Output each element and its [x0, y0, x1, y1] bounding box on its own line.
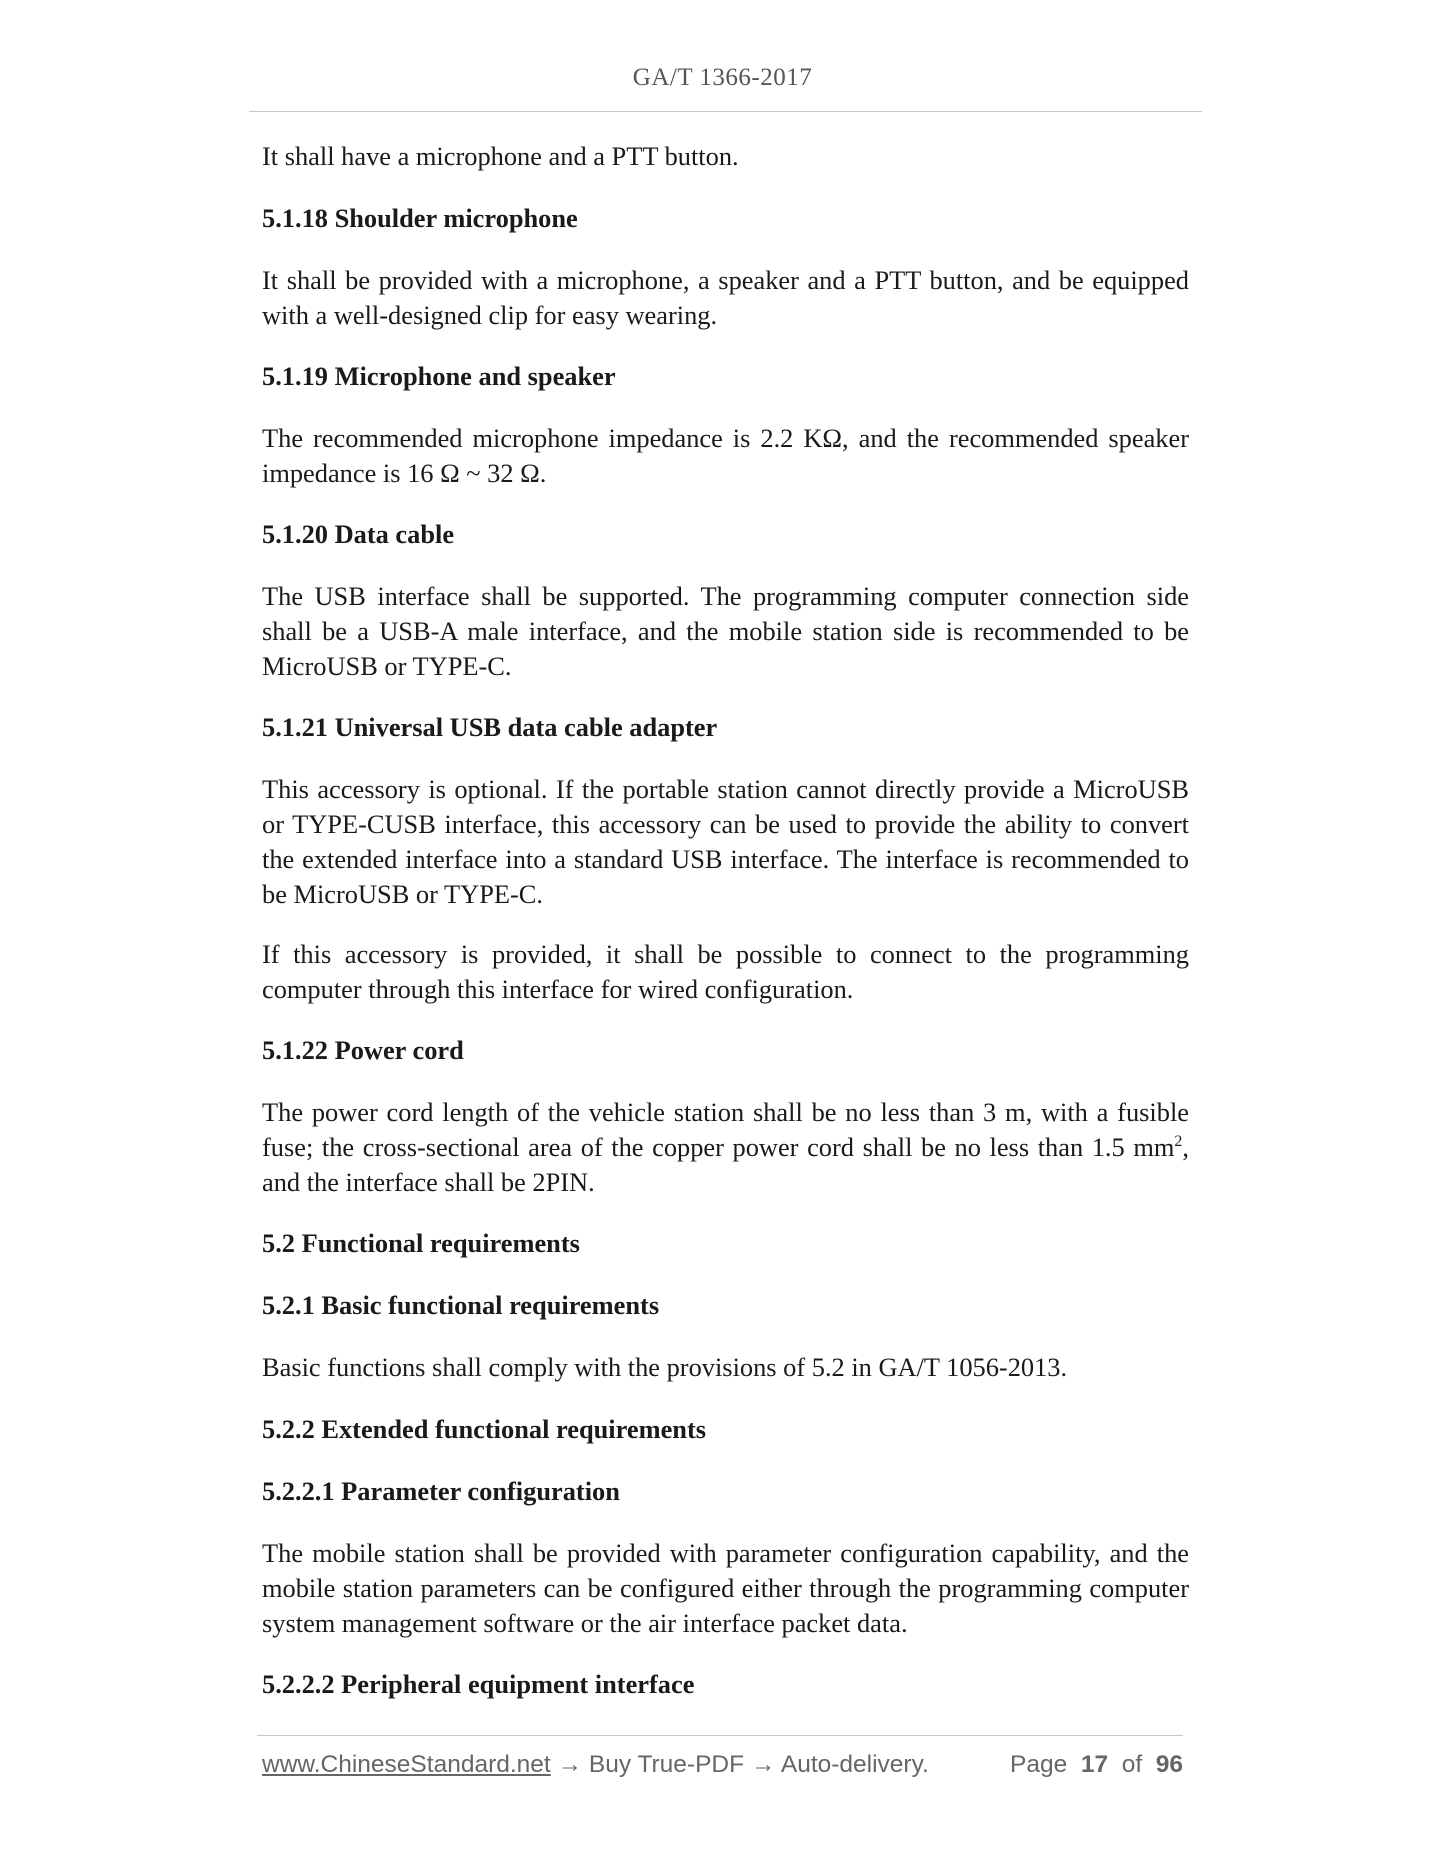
section-heading: 5.2.2 Extended functional requirements	[262, 1414, 707, 1444]
website-link[interactable]: www.ChineseStandard.net	[262, 1751, 551, 1778]
paragraph: The mobile station shall be provided with parameter configuration capability, and the mobile station parameters can be configured either through the programming computer system management software or the air interface packet data.	[262, 1538, 1189, 1638]
page-of-label: of	[1121, 1751, 1143, 1778]
section-heading: 5.2.1 Basic functional requirements	[262, 1290, 660, 1320]
page-current: 17	[1080, 1751, 1109, 1778]
arrow-icon: →	[557, 1751, 583, 1778]
section-heading: 5.2.2.2 Peripheral equipment interface	[262, 1669, 695, 1699]
paragraph: It shall have a microphone and a PTT button.	[262, 141, 739, 171]
section-heading: 5.2 Functional requirements	[262, 1228, 580, 1258]
paragraph: Basic functions shall comply with the provisions of 5.2 in GA/T 1056-2013.	[262, 1352, 1068, 1382]
arrow-icon: →	[750, 1751, 776, 1778]
section-heading: 5.1.22 Power cord	[262, 1035, 464, 1065]
section-heading: 5.1.18 Shoulder microphone	[262, 203, 578, 233]
paragraph: The power cord length of the vehicle station shall be no less than 3 m, with a fusible fuse; the cross-sectional area of the copper power cord shall be no less than 1.5 $mm^2$, and the interface shall be 2PIN.	[262, 1097, 1189, 1197]
paragraph: This accessory is optional. If the portable station cannot directly provide a MicroUSB or TYPE-CUSB interface, this accessory can be used to provide the ability to convert the extended interface into a standard USB interface. The interface is recommended to be MicroUSB or TYPE-C.	[262, 774, 1189, 909]
section-heading: 5.1.19 Microphone and speaker	[262, 361, 616, 391]
header-divider	[249, 111, 1202, 112]
paragraph: The USB interface shall be supported. The programming computer connection side shall be a USB-A male interface, and the mobile station side is recommended to be MicroUSB or TYPE-C.	[262, 581, 1189, 681]
auto-delivery-text: Auto-delivery.	[780, 1751, 929, 1778]
section-heading: 5.2.2.1 Parameter configuration	[262, 1476, 620, 1506]
footer-divider	[257, 1735, 1183, 1736]
page-label: Page	[1010, 1751, 1068, 1778]
document-code-header: GA/T 1366-2017	[632, 64, 813, 91]
paragraph: If this accessory is provided, it shall be possible to connect to the programming computer through this interface for wired configuration.	[262, 939, 1189, 1004]
footer-promo	[262, 1751, 929, 1779]
page-total: 96	[1155, 1751, 1184, 1778]
paragraph: It shall be provided with a microphone, a speaker and a PTT button, and be equipped with a well-designed clip for easy wearing.	[262, 265, 1189, 330]
page-number	[1010, 1751, 1183, 1779]
paragraph: The recommended microphone impedance is 2.2 KΩ, and the recommended speaker impedance is 16 Ω ~ 32 Ω.	[262, 423, 1189, 488]
section-heading: 5.1.20 Data cable	[262, 519, 455, 549]
buy-true-pdf-text: Buy True-PDF	[588, 1751, 745, 1778]
section-heading: 5.1.21 Universal USB data cable adapter	[262, 712, 718, 742]
